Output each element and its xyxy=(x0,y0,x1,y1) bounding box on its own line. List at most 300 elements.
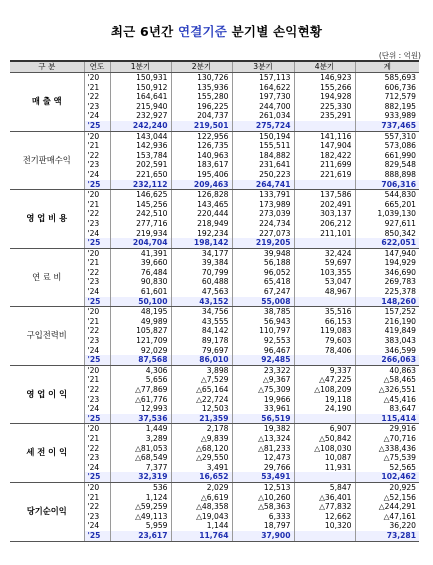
q1-cell: 105,827 xyxy=(110,326,171,336)
title-highlight: 연결기준 xyxy=(177,24,228,39)
q3-cell: 67,247 xyxy=(232,287,294,297)
year-cell: '22 xyxy=(84,326,110,336)
year-cell: '22 xyxy=(84,151,110,161)
year-cell: '24 xyxy=(84,170,110,180)
q2-cell: △6,619 xyxy=(171,493,232,503)
total-cell: 157,252 xyxy=(355,307,419,317)
table-body xyxy=(10,73,419,542)
table-row xyxy=(10,248,419,258)
total-cell: 737,465 xyxy=(355,121,419,131)
q1-cell: 92,029 xyxy=(110,346,171,356)
q1-cell: 536 xyxy=(110,482,171,492)
q1-cell: 202,591 xyxy=(110,160,171,170)
q2-cell: 126,828 xyxy=(171,190,232,200)
q3-cell: 273,039 xyxy=(232,209,294,219)
section-label xyxy=(10,307,84,366)
section-label-text: 전기판매수익 xyxy=(22,154,71,165)
q1-cell: 41,391 xyxy=(110,248,171,258)
q3-cell: 275,724 xyxy=(232,121,294,131)
year-cell: '25 xyxy=(84,472,110,482)
year-cell: '21 xyxy=(84,317,110,327)
total-cell: 194,929 xyxy=(355,258,419,268)
q4-cell: 155,266 xyxy=(294,83,355,93)
q3-cell: △9,367 xyxy=(232,375,294,385)
q2-cell: 39,384 xyxy=(171,258,232,268)
total-cell: △47,161 xyxy=(355,512,419,522)
year-cell: '21 xyxy=(84,493,110,503)
year-cell: '23 xyxy=(84,219,110,229)
total-cell: 40,863 xyxy=(355,365,419,375)
table-row xyxy=(10,307,419,317)
q2-cell: 155,280 xyxy=(171,92,232,102)
total-cell: 888,898 xyxy=(355,170,419,180)
q1-cell: 7,377 xyxy=(110,463,171,473)
total-cell: 573,086 xyxy=(355,141,419,151)
total-cell: 269,783 xyxy=(355,277,419,287)
table-row xyxy=(10,482,419,492)
q3-cell: 55,008 xyxy=(232,297,294,307)
q3-cell: 19,382 xyxy=(232,424,294,434)
q2-cell: 3,898 xyxy=(171,365,232,375)
q1-cell: 146,625 xyxy=(110,190,171,200)
q4-cell: △77,832 xyxy=(294,502,355,512)
q3-cell: 244,700 xyxy=(232,102,294,112)
q2-cell: △19,043 xyxy=(171,512,232,522)
header-total: 계 xyxy=(355,61,419,73)
q4-cell: 147,904 xyxy=(294,141,355,151)
q3-cell: 157,113 xyxy=(232,73,294,83)
year-cell: '25 xyxy=(84,238,110,248)
q3-cell: △81,233 xyxy=(232,444,294,454)
q2-cell: 89,178 xyxy=(171,336,232,346)
q4-cell: 206,212 xyxy=(294,219,355,229)
total-cell: 147,940 xyxy=(355,248,419,258)
section-label-text: 구입전력비 xyxy=(26,330,67,341)
year-cell: '24 xyxy=(84,287,110,297)
total-cell: △338,436 xyxy=(355,444,419,454)
q1-cell: 242,240 xyxy=(110,121,171,131)
q4-cell: 137,586 xyxy=(294,190,355,200)
page-title xyxy=(0,22,433,40)
total-cell: 36,220 xyxy=(355,521,419,531)
q4-cell: 53,047 xyxy=(294,277,355,287)
year-cell: '25 xyxy=(84,121,110,131)
section-label-text: 당기순이익 xyxy=(26,505,67,516)
q3-cell: 110,797 xyxy=(232,326,294,336)
q3-cell: 23,322 xyxy=(232,365,294,375)
q1-cell: 145,256 xyxy=(110,200,171,210)
q2-cell: 209,463 xyxy=(171,180,232,190)
q1-cell: △49,113 xyxy=(110,512,171,522)
total-cell: 148,260 xyxy=(355,297,419,307)
total-cell: 419,849 xyxy=(355,326,419,336)
title-suffix: 분기별 손익현황 xyxy=(227,24,323,39)
total-cell: 585,693 xyxy=(355,73,419,83)
q3-cell: 56,519 xyxy=(232,414,294,424)
total-cell: 266,063 xyxy=(355,355,419,365)
q2-cell: 126,735 xyxy=(171,141,232,151)
q4-cell: 141,116 xyxy=(294,131,355,141)
q3-cell: 33,961 xyxy=(232,404,294,414)
q1-cell: 49,989 xyxy=(110,317,171,327)
year-cell: '21 xyxy=(84,434,110,444)
q2-cell: 219,501 xyxy=(171,121,232,131)
q1-cell: 1,449 xyxy=(110,424,171,434)
header-row xyxy=(10,61,419,73)
q2-cell: 70,799 xyxy=(171,268,232,278)
q2-cell: 183,617 xyxy=(171,160,232,170)
unit-label: (단위 : 억원) xyxy=(378,51,421,60)
year-cell: '23 xyxy=(84,336,110,346)
total-cell: 383,043 xyxy=(355,336,419,346)
q2-cell: △9,839 xyxy=(171,434,232,444)
q3-cell: △58,363 xyxy=(232,502,294,512)
total-cell: 927,611 xyxy=(355,219,419,229)
year-cell: '25 xyxy=(84,414,110,424)
total-cell: 73,281 xyxy=(355,531,419,541)
q1-cell: 143,044 xyxy=(110,131,171,141)
q2-cell: 3,491 xyxy=(171,463,232,473)
q4-cell: 202,491 xyxy=(294,200,355,210)
total-cell: 52,565 xyxy=(355,463,419,473)
q4-cell xyxy=(294,121,355,131)
q4-cell xyxy=(294,180,355,190)
q3-cell: 56,188 xyxy=(232,258,294,268)
year-cell: '22 xyxy=(84,209,110,219)
q1-cell: 150,912 xyxy=(110,83,171,93)
q3-cell: 155,511 xyxy=(232,141,294,151)
q3-cell: 56,943 xyxy=(232,317,294,327)
year-cell: '20 xyxy=(84,482,110,492)
year-cell: '21 xyxy=(84,83,110,93)
total-cell: 622,051 xyxy=(355,238,419,248)
year-cell: '21 xyxy=(84,258,110,268)
q2-cell: 84,142 xyxy=(171,326,232,336)
q1-cell: 121,709 xyxy=(110,336,171,346)
q2-cell: 218,949 xyxy=(171,219,232,229)
table-row xyxy=(10,190,419,200)
table-row xyxy=(10,131,419,141)
q1-cell: 12,993 xyxy=(110,404,171,414)
q1-cell: 232,112 xyxy=(110,180,171,190)
q4-cell: 5,847 xyxy=(294,482,355,492)
q2-cell: 195,406 xyxy=(171,170,232,180)
year-cell: '22 xyxy=(84,92,110,102)
q1-cell: 61,601 xyxy=(110,287,171,297)
q3-cell: 184,882 xyxy=(232,151,294,161)
year-cell: '20 xyxy=(84,190,110,200)
q3-cell: 197,730 xyxy=(232,92,294,102)
q1-cell: 5,959 xyxy=(110,521,171,531)
total-cell: 661,990 xyxy=(355,151,419,161)
q2-cell: 143,465 xyxy=(171,200,232,210)
year-cell: '23 xyxy=(84,102,110,112)
q1-cell: 50,100 xyxy=(110,297,171,307)
q1-cell: 215,940 xyxy=(110,102,171,112)
year-cell: '22 xyxy=(84,268,110,278)
year-cell: '23 xyxy=(84,395,110,405)
year-cell: '20 xyxy=(84,424,110,434)
q2-cell: 47,563 xyxy=(171,287,232,297)
section-label xyxy=(10,73,84,132)
q1-cell: 242,510 xyxy=(110,209,171,219)
q3-cell: 19,966 xyxy=(232,395,294,405)
q1-cell: 32,319 xyxy=(110,472,171,482)
q2-cell: 43,152 xyxy=(171,297,232,307)
year-cell: '20 xyxy=(84,307,110,317)
year-cell: '21 xyxy=(84,200,110,210)
q2-cell: 204,737 xyxy=(171,111,232,121)
q1-cell: 5,656 xyxy=(110,375,171,385)
header-year: 연도 xyxy=(84,61,110,73)
section-label xyxy=(10,365,84,424)
q4-cell: △47,225 xyxy=(294,375,355,385)
total-cell: 882,195 xyxy=(355,102,419,112)
q3-cell: 250,223 xyxy=(232,170,294,180)
q4-cell: 182,422 xyxy=(294,151,355,161)
q4-cell xyxy=(294,472,355,482)
q4-cell: 303,137 xyxy=(294,209,355,219)
year-cell: '24 xyxy=(84,229,110,239)
q4-cell: 194,928 xyxy=(294,92,355,102)
q3-cell: 92,553 xyxy=(232,336,294,346)
total-cell: △244,291 xyxy=(355,502,419,512)
year-cell: '25 xyxy=(84,355,110,365)
year-cell: '24 xyxy=(84,346,110,356)
q3-cell: 38,785 xyxy=(232,307,294,317)
q2-cell: 79,697 xyxy=(171,346,232,356)
q4-cell: 103,355 xyxy=(294,268,355,278)
total-cell: 712,579 xyxy=(355,92,419,102)
q1-cell: △77,869 xyxy=(110,385,171,395)
q1-cell: 90,830 xyxy=(110,277,171,287)
header-q2: 2분기 xyxy=(171,61,232,73)
q4-cell: 10,320 xyxy=(294,521,355,531)
q4-cell: 32,424 xyxy=(294,248,355,258)
year-cell: '21 xyxy=(84,375,110,385)
year-cell: '20 xyxy=(84,248,110,258)
total-cell: 606,736 xyxy=(355,83,419,93)
q2-cell: 1,144 xyxy=(171,521,232,531)
q2-cell: 198,142 xyxy=(171,238,232,248)
q2-cell: 140,963 xyxy=(171,151,232,161)
total-cell: 216,190 xyxy=(355,317,419,327)
q1-cell: 4,306 xyxy=(110,365,171,375)
q2-cell: 12,503 xyxy=(171,404,232,414)
q4-cell xyxy=(294,531,355,541)
section-label xyxy=(10,190,84,249)
q4-cell: 6,907 xyxy=(294,424,355,434)
q1-cell: 204,704 xyxy=(110,238,171,248)
year-cell: '25 xyxy=(84,180,110,190)
total-cell: 225,378 xyxy=(355,287,419,297)
q3-cell: 18,797 xyxy=(232,521,294,531)
q3-cell: △75,309 xyxy=(232,385,294,395)
year-cell: '24 xyxy=(84,463,110,473)
header-q1: 1분기 xyxy=(110,61,171,73)
q3-cell: 96,467 xyxy=(232,346,294,356)
q2-cell: 2,029 xyxy=(171,482,232,492)
q1-cell: 1,124 xyxy=(110,493,171,503)
total-cell: △326,551 xyxy=(355,385,419,395)
total-cell: △75,539 xyxy=(355,453,419,463)
q1-cell: 48,195 xyxy=(110,307,171,317)
q2-cell: 2,178 xyxy=(171,424,232,434)
q4-cell: 12,662 xyxy=(294,512,355,522)
total-cell: 29,916 xyxy=(355,424,419,434)
q4-cell: 48,967 xyxy=(294,287,355,297)
year-cell: '23 xyxy=(84,277,110,287)
q3-cell: 261,034 xyxy=(232,111,294,121)
section-label-text: 연 료 비 xyxy=(32,271,62,282)
q4-cell: △108,030 xyxy=(294,444,355,454)
year-cell: '20 xyxy=(84,131,110,141)
q2-cell: 43,555 xyxy=(171,317,232,327)
year-cell: '24 xyxy=(84,404,110,414)
q2-cell: △48,358 xyxy=(171,502,232,512)
q2-cell: △22,724 xyxy=(171,395,232,405)
q3-cell: △13,324 xyxy=(232,434,294,444)
q1-cell: △81,053 xyxy=(110,444,171,454)
q4-cell: 9,337 xyxy=(294,365,355,375)
year-cell: '23 xyxy=(84,512,110,522)
section-label xyxy=(10,482,84,541)
q3-cell: 264,741 xyxy=(232,180,294,190)
q4-cell: 221,619 xyxy=(294,170,355,180)
year-cell: '20 xyxy=(84,365,110,375)
total-cell: 83,647 xyxy=(355,404,419,414)
q2-cell: 220,444 xyxy=(171,209,232,219)
q2-cell: 130,726 xyxy=(171,73,232,83)
q3-cell: 29,766 xyxy=(232,463,294,473)
year-cell: '23 xyxy=(84,453,110,463)
q4-cell: 146,923 xyxy=(294,73,355,83)
q3-cell: 37,900 xyxy=(232,531,294,541)
year-cell: '25 xyxy=(84,531,110,541)
total-cell: 20,925 xyxy=(355,482,419,492)
q1-cell: 76,484 xyxy=(110,268,171,278)
total-cell: 933,989 xyxy=(355,111,419,121)
q4-cell: △50,842 xyxy=(294,434,355,444)
total-cell: 829,548 xyxy=(355,160,419,170)
section-label xyxy=(10,131,84,190)
q4-cell: 35,516 xyxy=(294,307,355,317)
q2-cell: △29,550 xyxy=(171,453,232,463)
q2-cell: 122,956 xyxy=(171,131,232,141)
q2-cell: 34,177 xyxy=(171,248,232,258)
q4-cell: 11,931 xyxy=(294,463,355,473)
q2-cell: 34,756 xyxy=(171,307,232,317)
q3-cell: 231,641 xyxy=(232,160,294,170)
q4-cell xyxy=(294,355,355,365)
q4-cell: 24,190 xyxy=(294,404,355,414)
q3-cell: 164,622 xyxy=(232,83,294,93)
q1-cell: 142,936 xyxy=(110,141,171,151)
total-cell: 115,414 xyxy=(355,414,419,424)
q1-cell: 150,931 xyxy=(110,73,171,83)
total-cell: △70,716 xyxy=(355,434,419,444)
q4-cell: 119,083 xyxy=(294,326,355,336)
q3-cell: 6,333 xyxy=(232,512,294,522)
total-cell: 706,316 xyxy=(355,180,419,190)
q3-cell: 173,989 xyxy=(232,200,294,210)
q2-cell: 196,225 xyxy=(171,102,232,112)
header-q3: 3분기 xyxy=(232,61,294,73)
q4-cell: 79,603 xyxy=(294,336,355,346)
year-cell: '22 xyxy=(84,502,110,512)
q4-cell: 211,101 xyxy=(294,229,355,239)
q1-cell: 3,289 xyxy=(110,434,171,444)
q3-cell: 65,418 xyxy=(232,277,294,287)
header-q4: 4분기 xyxy=(294,61,355,73)
q1-cell: 221,650 xyxy=(110,170,171,180)
title-prefix: 최근 6년간 xyxy=(110,24,178,39)
q4-cell xyxy=(294,297,355,307)
q1-cell: △61,776 xyxy=(110,395,171,405)
year-cell: '24 xyxy=(84,111,110,121)
total-cell: △52,156 xyxy=(355,493,419,503)
total-cell: 1,039,130 xyxy=(355,209,419,219)
total-cell: 102,462 xyxy=(355,472,419,482)
q4-cell: 225,330 xyxy=(294,102,355,112)
q2-cell: 11,764 xyxy=(171,531,232,541)
q3-cell: 96,052 xyxy=(232,268,294,278)
section-label xyxy=(10,424,84,483)
q4-cell: △36,401 xyxy=(294,493,355,503)
q1-cell: 232,927 xyxy=(110,111,171,121)
section-label-text: 영 업 비 용 xyxy=(26,213,68,224)
q3-cell: 219,205 xyxy=(232,238,294,248)
total-cell: △58,465 xyxy=(355,375,419,385)
header-category: 구 분 xyxy=(10,61,84,73)
q3-cell: △10,260 xyxy=(232,493,294,503)
q4-cell: 10,087 xyxy=(294,453,355,463)
profit-loss-table xyxy=(10,60,419,542)
section-label xyxy=(10,248,84,307)
table-row xyxy=(10,365,419,375)
q4-cell: 19,118 xyxy=(294,395,355,405)
q2-cell: △7,529 xyxy=(171,375,232,385)
q2-cell: △65,164 xyxy=(171,385,232,395)
table-row xyxy=(10,73,419,83)
q3-cell: 39,948 xyxy=(232,248,294,258)
q3-cell: 224,734 xyxy=(232,219,294,229)
year-cell: '21 xyxy=(84,141,110,151)
q4-cell: 211,699 xyxy=(294,160,355,170)
q3-cell: 53,491 xyxy=(232,472,294,482)
q3-cell: 133,791 xyxy=(232,190,294,200)
q2-cell: 135,936 xyxy=(171,83,232,93)
total-cell: 665,201 xyxy=(355,200,419,210)
section-label-text: 매 출 액 xyxy=(31,95,62,106)
q4-cell xyxy=(294,238,355,248)
year-cell: '23 xyxy=(84,160,110,170)
q2-cell: △68,120 xyxy=(171,444,232,454)
q1-cell: △59,259 xyxy=(110,502,171,512)
q1-cell: 37,536 xyxy=(110,414,171,424)
total-cell: 346,690 xyxy=(355,268,419,278)
q4-cell: △108,209 xyxy=(294,385,355,395)
q4-cell: 78,406 xyxy=(294,346,355,356)
q2-cell: 16,652 xyxy=(171,472,232,482)
q2-cell: 86,010 xyxy=(171,355,232,365)
q1-cell: 153,784 xyxy=(110,151,171,161)
section-label-text: 세 전 이 익 xyxy=(26,447,68,458)
q1-cell: 39,660 xyxy=(110,258,171,268)
q1-cell: △68,549 xyxy=(110,453,171,463)
q3-cell: 12,513 xyxy=(232,482,294,492)
q1-cell: 219,934 xyxy=(110,229,171,239)
